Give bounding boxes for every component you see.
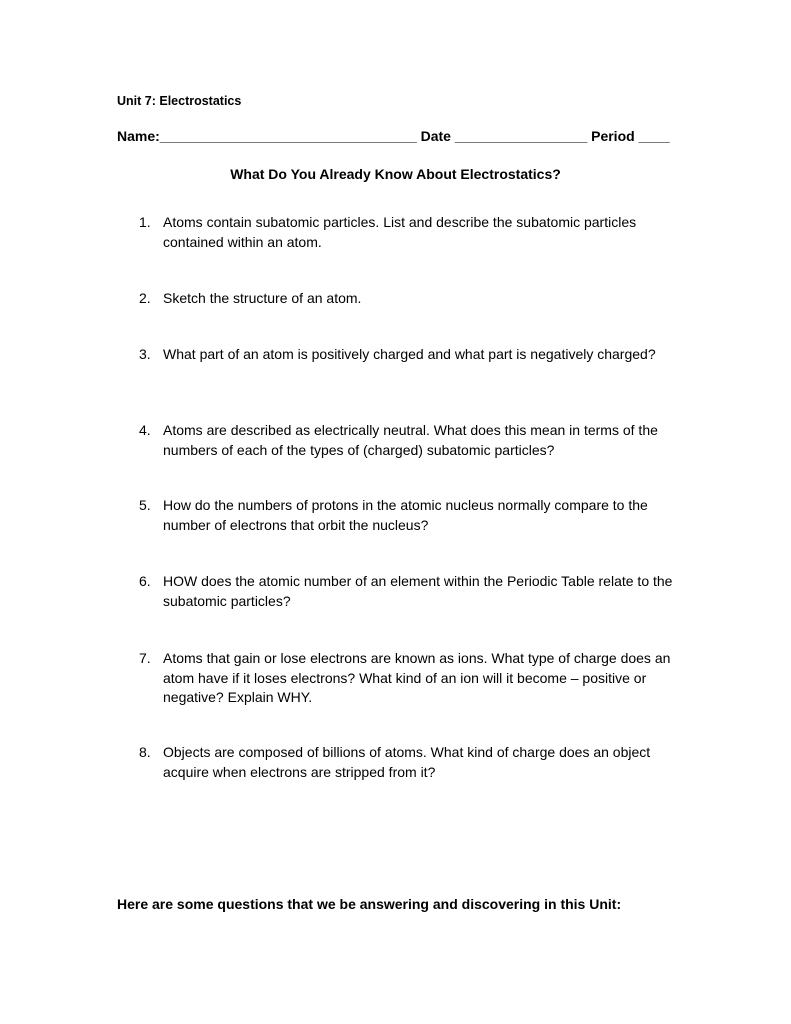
question-text: Atoms are described as electrically neutral. What does this mean in terms of the numbers of each of the types of (charged) subatomic particles? <box>163 422 658 458</box>
question-text: How do the numbers of protons in the atomic nucleus normally compare to the number of electrons that orbit the nucleus? <box>163 497 648 533</box>
question-number: 1. <box>139 214 151 230</box>
question-text: What part of an atom is positively charged and what part is negatively charged? <box>163 346 656 362</box>
question-text: Atoms contain subatomic particles. List and describe the subatomic particles contained within an atom. <box>163 214 637 250</box>
question-7 <box>139 649 684 708</box>
question-number: 8. <box>139 744 151 760</box>
name-date-period-line: Name:_________________________________ Date _________________ Period ____ <box>117 128 670 144</box>
question-text: Atoms that gain or lose electrons are known as ions. What type of charge does an atom have if it loses electrons? What kind of an ion will it become – positive or negative? Explain WHY. <box>163 650 671 705</box>
unit-title: Unit 7: Electrostatics <box>117 94 242 108</box>
question-number: 4. <box>139 422 151 438</box>
question-5 <box>139 496 684 535</box>
question-8 <box>139 743 684 782</box>
question-1 <box>139 213 684 252</box>
question-text: Objects are composed of billions of atoms. What kind of charge does an object acquire when electrons are stripped from it? <box>163 744 651 780</box>
question-text: Sketch the structure of an atom. <box>163 290 362 306</box>
question-number: 6. <box>139 573 151 589</box>
unit-questions-heading: Here are some questions that we be answering and discovering in this Unit: <box>117 896 622 912</box>
question-text: HOW does the atomic number of an element within the Periodic Table relate to the subatomic particles? <box>163 573 673 609</box>
question-3 <box>139 345 684 365</box>
question-number: 5. <box>139 497 151 513</box>
question-number: 7. <box>139 650 151 666</box>
page-heading: What Do You Already Know About Electrostatics? <box>230 166 561 182</box>
question-number: 3. <box>139 346 151 362</box>
question-6 <box>139 572 684 611</box>
question-4 <box>139 421 684 460</box>
question-2 <box>139 289 684 309</box>
question-number: 2. <box>139 290 151 306</box>
